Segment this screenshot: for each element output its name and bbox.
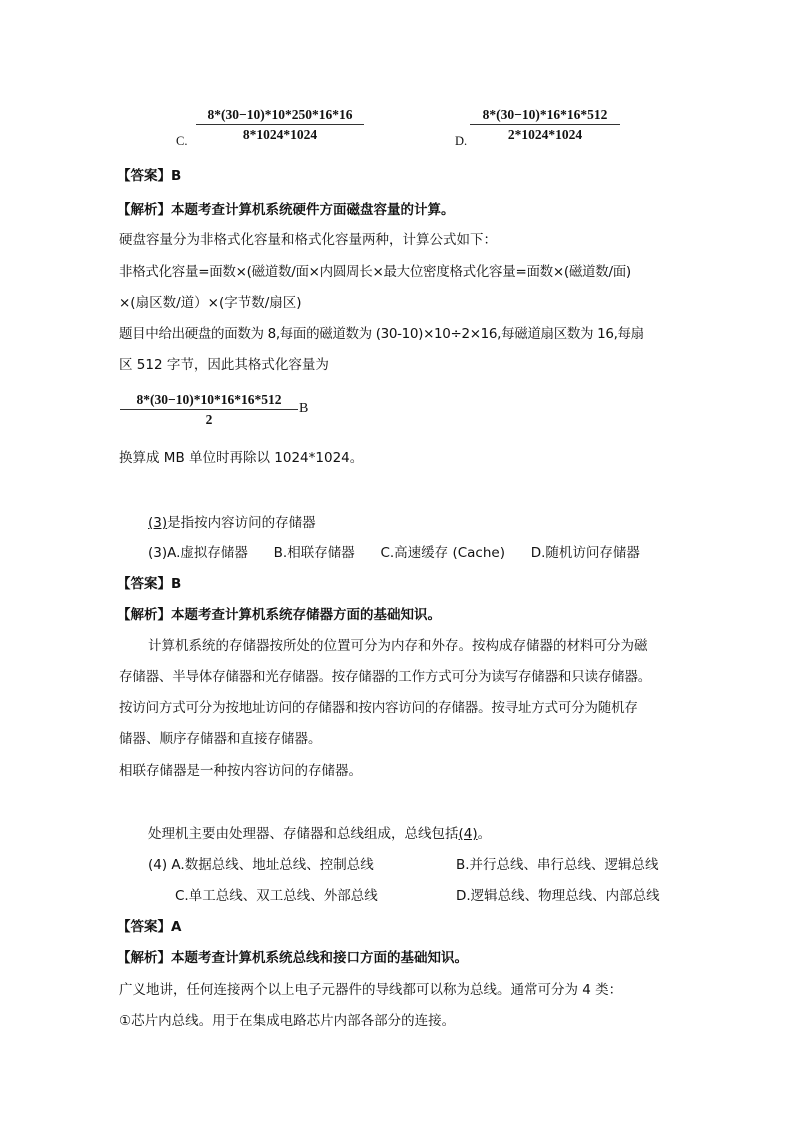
fraction-bar	[120, 409, 298, 410]
q4-option-b: B.并行总线、串行总线、逻辑总线	[456, 857, 659, 873]
q3-answer	[117, 572, 181, 592]
option-d-denominator: 2*1024*1024	[507, 127, 583, 142]
q3-question	[148, 511, 316, 531]
q2-formula-fraction	[120, 391, 298, 428]
q4-line1: 广义地讲，任何连接两个以上电子元器件的导线都可以称为总线。通常可分为 4 类：	[119, 982, 623, 998]
answer-value: B	[171, 168, 182, 184]
q4-analysis-heading	[117, 946, 468, 966]
q4-option-c: C.单工总线、双工总线、外部总线	[175, 888, 378, 904]
q4-blank: (4)	[458, 826, 478, 842]
fraction-bar	[470, 124, 620, 125]
q2-line6: 换算成 MB 单位时再除以 1024*1024。	[119, 450, 364, 466]
q4-question-text: 处理机主要由处理器、存储器和总线组成，总线包括	[148, 826, 459, 842]
q2-analysis-heading	[117, 198, 455, 218]
q4-option-a: (4) A.数据总线、地址总线、控制总线	[148, 857, 374, 873]
q2-line5: 区 512 字节，因此其格式化容量为	[119, 357, 329, 373]
q4-question	[148, 822, 491, 842]
answer-label: 【答案】	[117, 919, 171, 935]
analysis-title: 本题考查计算机系统存储器方面的基础知识。	[171, 607, 441, 623]
answer-label: 【答案】	[117, 168, 171, 184]
option-c-denominator: 8*1024*1024	[242, 127, 318, 142]
q3-blank: (3)	[148, 515, 168, 531]
analysis-title: 本题考查计算机系统总线和接口方面的基础知识。	[171, 950, 468, 966]
q2-line3: ×(扇区数/道）×(字节数/扇区)	[119, 295, 302, 311]
option-d-fraction	[470, 106, 620, 143]
q2-formula-numerator: 8*(30−10)*10*16*16*512	[136, 392, 282, 407]
analysis-label: 【解析】	[117, 950, 171, 966]
q4-line2: ①芯片内总线。用于在集成电路芯片内部各部分的连接。	[119, 1013, 456, 1029]
q2-formula-unit: B	[299, 401, 309, 416]
q4-option-d: D.逻辑总线、物理总线、内部总线	[456, 888, 660, 904]
q3-analysis-heading	[117, 603, 441, 623]
option-d-numerator: 8*(30−10)*16*16*512	[482, 107, 608, 122]
q2-line2: 非格式化容量=面数×(磁道数/面×内圆周长×最大位密度格式化容量=面数×(磁道数/面)	[119, 264, 631, 280]
answer-value: B	[171, 576, 182, 592]
q3-line5: 相联存储器是一种按内容访问的存储器。	[119, 763, 362, 779]
q3-line4: 储器、顺序存储器和直接存储器。	[119, 731, 322, 747]
option-c-fraction	[196, 106, 364, 143]
analysis-label: 【解析】	[117, 607, 171, 623]
q3-line3: 按访问方式可分为按地址访问的存储器和按内容访问的存储器。按寻址方式可分为随机存	[119, 700, 638, 716]
q2-formula-denominator: 2	[205, 412, 213, 427]
analysis-title: 本题考查计算机系统硬件方面磁盘容量的计算。	[171, 202, 455, 218]
q2-answer	[117, 164, 181, 184]
q2-line1: 硬盘容量分为非格式化容量和格式化容量两种，计算公式如下：	[119, 232, 497, 248]
option-c-numerator: 8*(30−10)*10*250*16*16	[207, 107, 353, 122]
q3-line2: 存储器、半导体存储器和光存储器。按存储器的工作方式可分为读写存储器和只读存储器。	[119, 669, 651, 685]
answer-label: 【答案】	[117, 576, 171, 592]
analysis-label: 【解析】	[117, 202, 171, 218]
fraction-bar	[196, 124, 364, 125]
answer-value: A	[171, 919, 182, 935]
q2-line4: 题目中给出硬盘的面数为 8,每面的磁道数为 (30-10)×10÷2×16,每磁道扇区数为 16,每扇	[119, 326, 644, 342]
q4-question-end: 。	[477, 826, 492, 842]
option-c-letter: C.	[176, 134, 188, 148]
q3-line1: 计算机系统的存储器按所处的位置可分为内存和外存。按构成存储器的材料可分为磁	[148, 638, 648, 654]
q3-options: (3)A.虚拟存储器 B.相联存储器 C.高速缓存 (Cache) D.随机访问存储器	[148, 545, 640, 561]
q3-question-text: 是指按内容访问的存储器	[167, 515, 316, 531]
option-d-letter: D.	[455, 134, 468, 148]
q4-answer	[117, 915, 181, 935]
